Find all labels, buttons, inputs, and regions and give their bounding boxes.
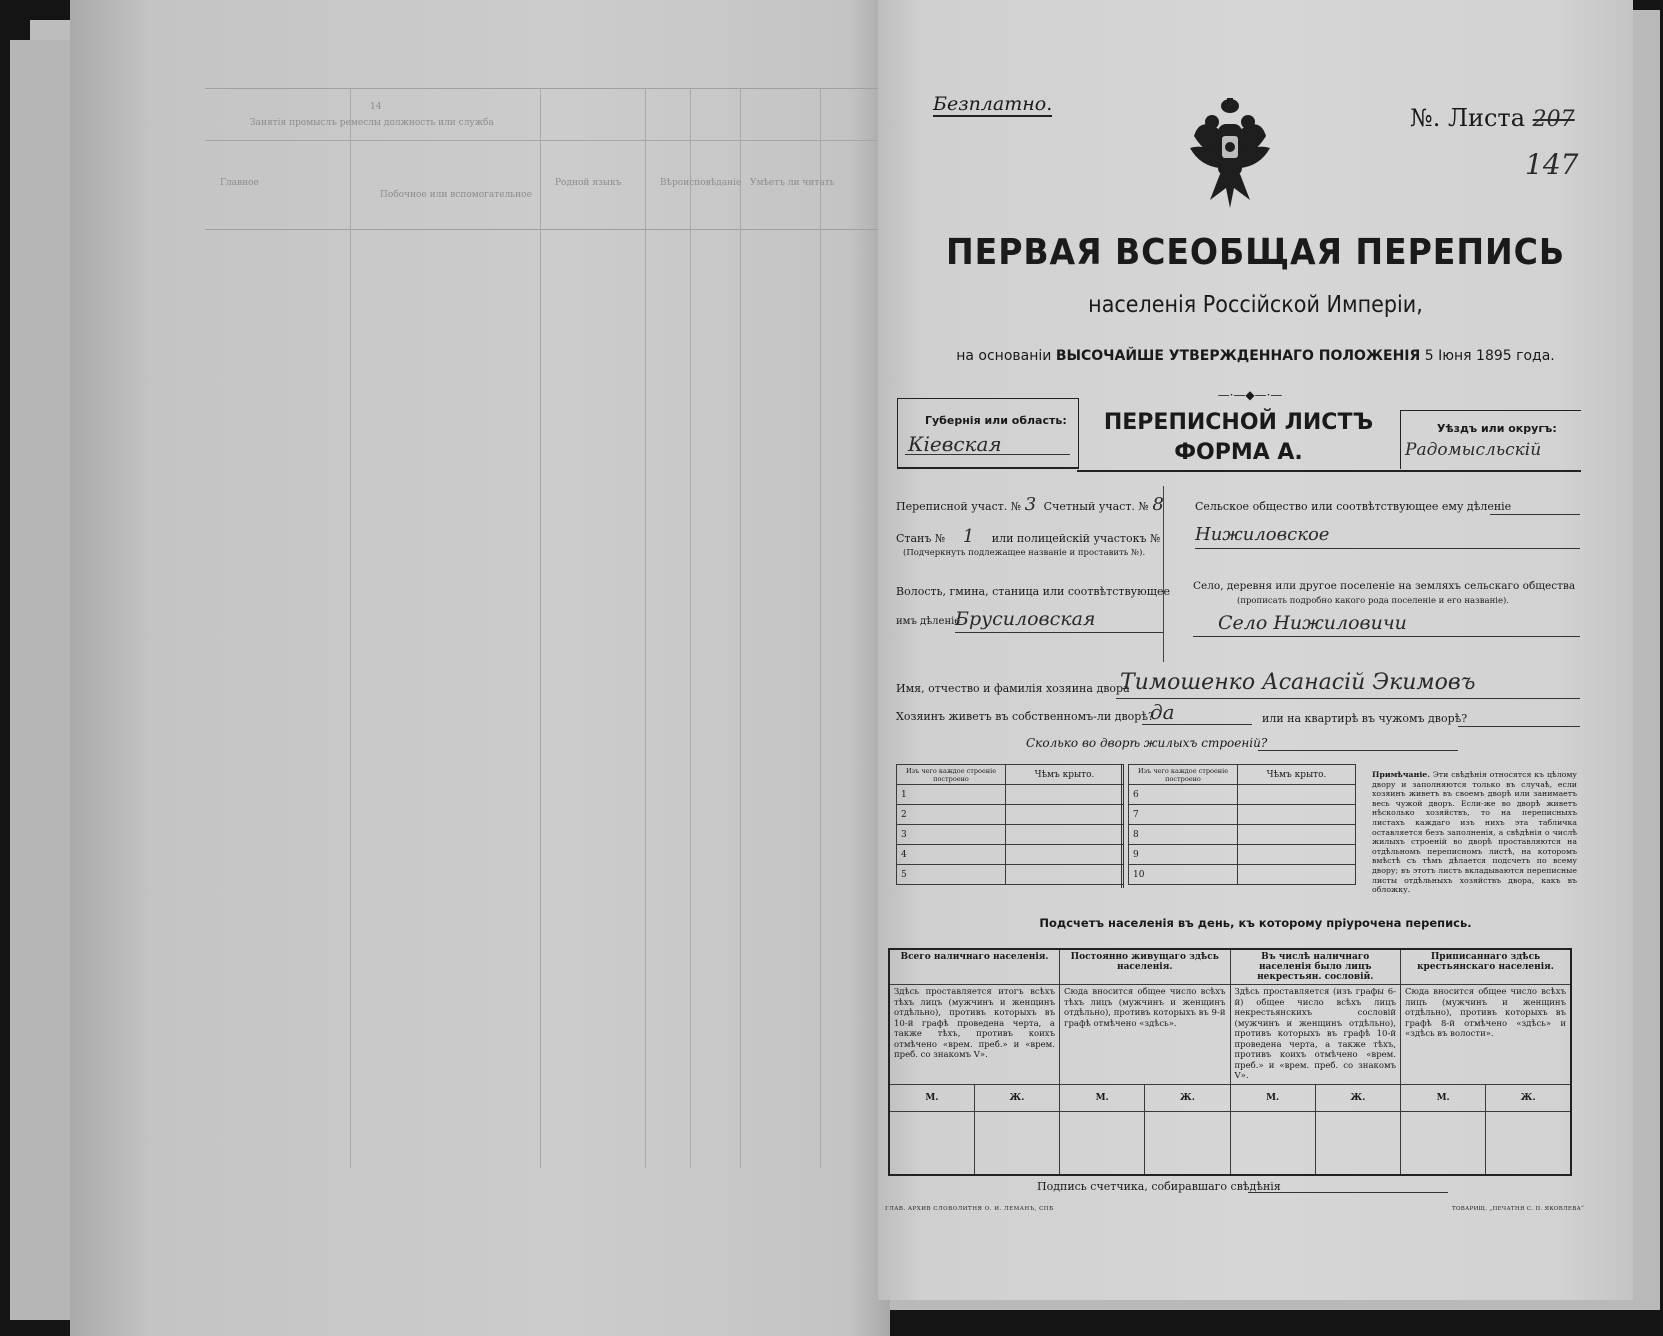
decree-date: 5 Іюня 1895 года. (1424, 348, 1555, 364)
table-row: 1 (897, 785, 1124, 805)
population-title: Подсчетъ населенія въ день, къ которому пріурочена перепись. (1039, 916, 1472, 930)
left-header: Главное (220, 178, 259, 188)
province-label: Губернія или область: (925, 414, 1067, 427)
volost-value: Брусиловская (955, 608, 1096, 630)
count-section-label: Счетный участ. № (1043, 500, 1149, 513)
census-subtitle: населенія Россійской Имперіи, (1088, 292, 1423, 318)
province-value: Кіевская (908, 432, 1002, 456)
table-row: 10 (1129, 865, 1356, 885)
volost-label: Волость, гмина, станица или соотвѣтствующее (896, 585, 1170, 598)
table-row: 4 (897, 845, 1124, 865)
census-title: ПЕРВАЯ ВСЕОБЩАЯ ПЕРЕПИСЬ (946, 232, 1565, 273)
printer-left: ГЛАВ. АРХИВ СЛОВОЛИТНЯ О. И. ЛЕМАНЪ, СПБ (885, 1206, 1054, 1212)
note-text: Примѣчаніе. Эти свѣдѣнія относятся къ цѣлому двору и заполняются только въ случаѣ, если хозяинъ живетъ въ своемъ дворѣ или занимаетъ весь чужой дворъ. Если-же во дворѣ живетъ нѣсколько хозяйствъ, то на переписныхъ листахъ каждаго изъ нихъ эта табличка оставляется безъ заполненія, а свѣдѣнія о числѣ жилыхъ строеній во дворѣ проставляются на отдѣльномъ переписномъ листѣ, на которомъ вмѣстѣ съ тѣмъ дѣлается подсчетъ по всему двору; въ этотъ листъ вкладываются переписные листы отдѣльныхъ хозяйствъ двора, какъ въ обложку. (1372, 770, 1577, 895)
volost-label-2: имъ дѣленіе (896, 616, 961, 627)
stan-label: Станъ № (896, 532, 946, 545)
sheet-number-label: №. Листа (1410, 104, 1526, 132)
printer-right: ТОВАРИЩ. „ПЕЧАТНЯ С. П. ЯКОВЛЕВА“ (1452, 1206, 1585, 1212)
table-row: 9 (1129, 845, 1356, 865)
village-note: (прописать подробно какого рода поселеніе и его названіе). (1237, 596, 1509, 606)
society-label: Сельское общество или соотвѣтствующее ему дѣленіе (1195, 500, 1512, 513)
decree-main: ВЫСОЧАЙШЕ УТВЕРЖДЕННАГО ПОЛОЖЕНІЯ (1055, 348, 1421, 364)
left-header: Занятія промыслъ ремеслы должность или служба (250, 118, 494, 128)
police-label: или полицейскій участокъ № (991, 532, 1161, 545)
population-table: Всего наличнаго населенія. Постоянно живущаго здѣсь населенія. Въ числѣ наличнаго населенія было лицъ некрестьян. сословій. Приписаннаго здѣсь крестьянскаго населенія. Здѣсь проставляется итогъ всѣхъ тѣхъ лицъ (мужчинъ и женщинъ отдѣльно), противъ которыхъ въ 10-й графѣ проведена черта, а также тѣхъ, противъ коихъ отмѣчено «врем. преб.» и «врем. преб. со знакомъ V». Сюда вносится общее число всѣхъ тѣхъ лицъ (мужчинъ и женщинъ отдѣльно), противъ которыхъ въ 9-й графѣ отмѣчено «здѣсь». Здѣсь проставляется (изъ графы 6-й) общее число всѣхъ лицъ некрестьянскихъ сословій (мужчинъ и женщинъ отдѣльно), противъ которыхъ въ графѣ 10-й проведена черта, а также тѣхъ, противъ коихъ отмѣчено «врем. преб.» и «врем. преб. со знакомъ V». Сюда вносится общее число всѣхъ лицъ (мужчинъ и женщинъ отдѣльно), противъ которыхъ въ графѣ 8-й отмѣчено «здѣсь» и «здѣсь въ волости». М. Ж. М. Ж. М. Ж. М. Ж. (888, 948, 1572, 1176)
table-row: 7 (1129, 805, 1356, 825)
table-row: 3 (897, 825, 1124, 845)
signature-label: Подпись счетчика, собиравшаго свѣдѣнія (1037, 1180, 1281, 1193)
sheet-number-value: 147 (1525, 148, 1579, 181)
underline-note: (Подчеркнуть подлежащее названіе и проставить №). (903, 548, 1146, 558)
buildings-table-right: Изъ чего каждое строеніе построено Чѣмъ крыто. 6 7 8 9 10 (1128, 764, 1356, 885)
own-yard-value: да (1150, 700, 1175, 724)
table-row: 6 (1129, 785, 1356, 805)
count-section-value: 8 (1152, 494, 1164, 515)
free-label: Безплатно. (933, 93, 1053, 115)
decree-prefix: на основаніи (956, 348, 1052, 364)
village-value: Село Нижиловичи (1218, 612, 1407, 634)
society-value: Нижиловское (1195, 524, 1330, 545)
district-value: Радомысльскій (1405, 440, 1542, 460)
left-header: Вѣроисповѣданіе (660, 178, 742, 188)
left-header: Побочное или вспомогательное (380, 190, 532, 200)
sheet-title: ПЕРЕПИСНОЙ ЛИСТЪ (1103, 410, 1374, 435)
table-row: 5 (897, 865, 1124, 885)
table-row: 8 (1129, 825, 1356, 845)
owner-value: Тимошенко Асанасій Экимовъ (1120, 670, 1476, 695)
own-yard-label: Хозяинъ живетъ въ собственномъ-ли дворѣ? (896, 710, 1154, 723)
left-header: Умѣетъ ли читать (750, 178, 835, 188)
stan-value: 1 (962, 526, 975, 547)
district-label: Уѣздъ или округъ: (1437, 422, 1557, 435)
owner-label: Имя, отчество и фамилія хозяина двора (896, 682, 1130, 695)
buildings-table-left: Изъ чего каждое строеніе построено Чѣмъ крыто. 1 2 3 4 5 (896, 764, 1124, 885)
census-section-label: Переписной участ. № (896, 500, 1022, 513)
village-label: Село, деревня или другое поселеніе на земляхъ сельскаго общества (1193, 580, 1576, 592)
sheet-number-crossed: 207 (1532, 107, 1575, 132)
ornament-divider: —·—◆—·— (1217, 388, 1283, 402)
left-faded-table (205, 88, 885, 230)
apartment-label: или на квартирѣ въ чужомъ дворѣ? (1262, 712, 1468, 725)
left-col-number: 14 (370, 102, 382, 112)
table-row: 2 (897, 805, 1124, 825)
note-title: Примѣчаніе. (1372, 770, 1430, 779)
form-label: ФОРМА А. (1174, 440, 1303, 465)
left-header: Родной языкъ (555, 178, 622, 188)
double-headed-eagle-icon (1190, 96, 1270, 214)
census-section-value: 3 (1024, 494, 1037, 515)
buildings-label: Сколько во дворѣ жилыхъ строеній? (1026, 736, 1268, 750)
